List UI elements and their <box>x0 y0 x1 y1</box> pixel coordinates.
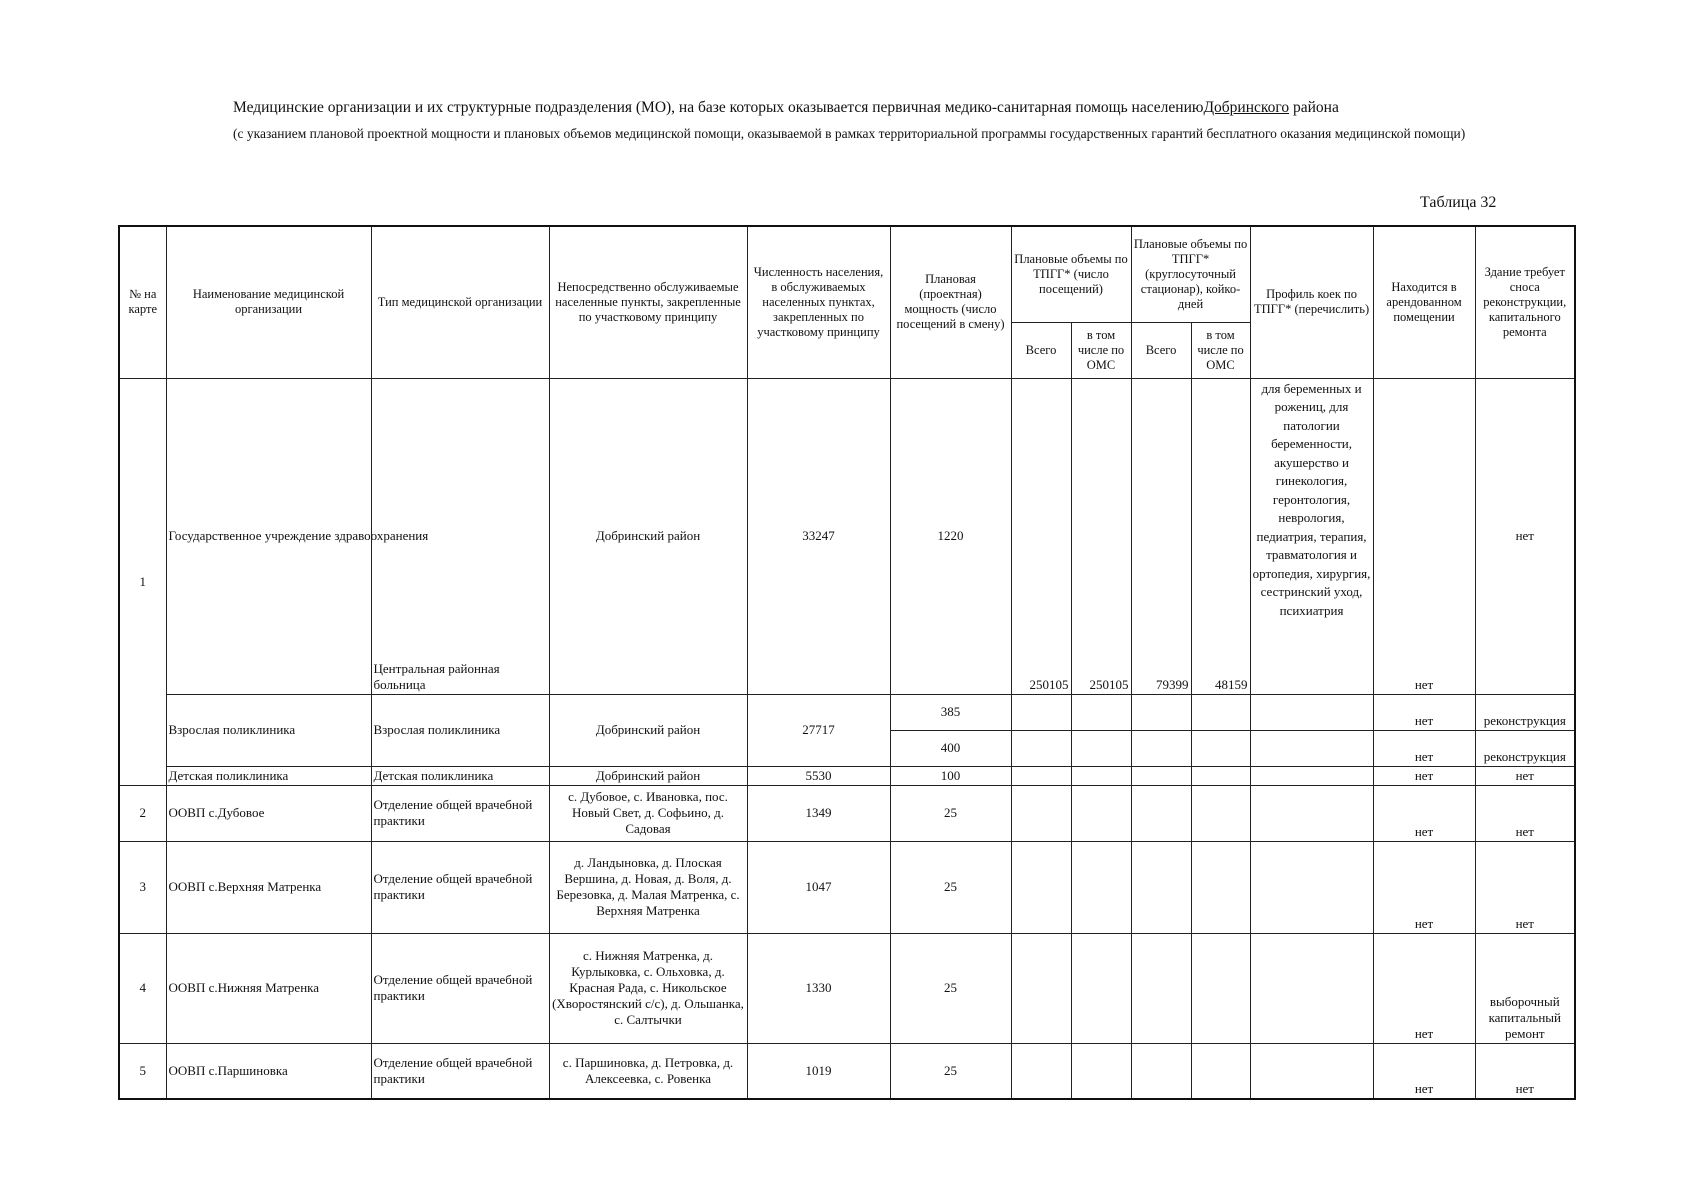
header-profile: Профиль коек по ТПГГ* (перечислить) <box>1250 226 1373 378</box>
header-num: № на карте <box>119 226 166 378</box>
row-beds-oms <box>1191 766 1250 785</box>
header-visits-total: Всего <box>1011 322 1071 378</box>
header-beds-total: Всего <box>1131 322 1191 378</box>
row-beds-oms: 48159 <box>1191 378 1250 694</box>
row-profile <box>1250 1043 1373 1099</box>
row-type: Отделение общей врачебной практики <box>371 785 549 841</box>
header-beds: Плановые объемы по ТПГГ* (круглосуточный стационар), койко-дней <box>1131 226 1250 322</box>
header-row-1 <box>119 226 1575 322</box>
row-profile <box>1250 766 1373 785</box>
title-suffix: района <box>1289 99 1339 116</box>
row-profile <box>1250 730 1373 766</box>
row-visits-total <box>1011 841 1071 933</box>
header-rented: Находится в арендованном помещении <box>1373 226 1475 378</box>
row-beds-oms <box>1191 1043 1250 1099</box>
row-capacity: 25 <box>890 841 1011 933</box>
row-demolition: нет <box>1475 785 1575 841</box>
row-capacity: 25 <box>890 1043 1011 1099</box>
row-demolition: реконструкция <box>1475 730 1575 766</box>
row-visits-oms <box>1071 933 1131 1043</box>
row-visits-oms: 250105 <box>1071 378 1131 694</box>
row-beds-total <box>1131 766 1191 785</box>
row-beds-oms <box>1191 841 1250 933</box>
row-visits-oms <box>1071 841 1131 933</box>
row-num: 4 <box>119 933 166 1043</box>
row-beds-oms <box>1191 933 1250 1043</box>
row-beds-total <box>1131 694 1191 730</box>
table-row <box>119 1043 1575 1099</box>
row-num: 3 <box>119 841 166 933</box>
row-name: Государственное учреждение здравоохранения <box>166 378 371 694</box>
row-population: 27717 <box>747 694 890 766</box>
row-demolition: реконструкция <box>1475 694 1575 730</box>
row-rented: нет <box>1373 766 1475 785</box>
row-demolition: выборочный капитальный ремонт <box>1475 933 1575 1043</box>
row-name: ООВП с.Нижняя Матренка <box>166 933 371 1043</box>
row-num: 2 <box>119 785 166 841</box>
row-name: ООВП с.Паршиновка <box>166 1043 371 1099</box>
row-population: 1019 <box>747 1043 890 1099</box>
row-type: Центральная районная больница <box>371 378 549 694</box>
row-beds-total <box>1131 785 1191 841</box>
row-visits-total <box>1011 730 1071 766</box>
row-type: Взрослая поликлиника <box>371 694 549 766</box>
row-type: Детская поликлиника <box>371 766 549 785</box>
facilities-table <box>118 225 1576 1100</box>
row-rented: нет <box>1373 378 1475 694</box>
row-beds-total: 79399 <box>1131 378 1191 694</box>
row-rented: нет <box>1373 841 1475 933</box>
row-demolition: нет <box>1475 378 1575 694</box>
table-row <box>119 933 1575 1043</box>
header-capacity: Плановая (проектная) мощность (число посещений в смену) <box>890 226 1011 378</box>
row-rented: нет <box>1373 1043 1475 1099</box>
row-name: ООВП с.Дубовое <box>166 785 371 841</box>
header-visits: Плановые объемы по ТПГГ* (число посещений) <box>1011 226 1131 322</box>
row-rented: нет <box>1373 730 1475 766</box>
document-subtitle: (с указанием плановой проектной мощности и плановых объемов медицинской помощи, оказываемой в рамках территориальной программы государственных гарантий бесплатного оказания медицинской помощи) <box>233 126 1466 141</box>
row-population: 1349 <box>747 785 890 841</box>
row-num: 1 <box>119 378 166 785</box>
row-beds-total <box>1131 1043 1191 1099</box>
header-type: Тип медицинской организации <box>371 226 549 378</box>
row-visits-oms <box>1071 694 1131 730</box>
title-district: Добринского <box>1203 99 1290 116</box>
row-visits-total <box>1011 766 1071 785</box>
table-number: Таблица 32 <box>1420 194 1497 211</box>
row-capacity: 400 <box>890 730 1011 766</box>
row-visits-oms <box>1071 785 1131 841</box>
title-prefix: Медицинские организации и их структурные подразделения (МО), на базе которых оказывается первичная медико-санитарная помощь населению <box>233 99 1204 116</box>
row-points: с. Паршиновка, д. Петровка, д. Алексеевка, с. Ровенка <box>549 1043 747 1099</box>
row-rented: нет <box>1373 785 1475 841</box>
row-name: Взрослая поликлиника <box>166 694 371 766</box>
row-profile <box>1250 841 1373 933</box>
row-population: 5530 <box>747 766 890 785</box>
row-type: Отделение общей врачебной практики <box>371 841 549 933</box>
row-demolition: нет <box>1475 766 1575 785</box>
row-name: Детская поликлиника <box>166 766 371 785</box>
row-profile <box>1250 933 1373 1043</box>
row-points: д. Ландыновка, д. Плоская Вершина, д. Новая, д. Воля, д. Березовка, д. Малая Матренка, с. Верхняя Матренка <box>549 841 747 933</box>
row-capacity: 385 <box>890 694 1011 730</box>
row-visits-total: 250105 <box>1011 378 1071 694</box>
row-points: с. Нижняя Матренка, д. Курлыковка, с. Ольховка, д. Красная Рада, с. Никольское (Хворостянский с/с), д. Ольшанка, с. Салтычки <box>549 933 747 1043</box>
row-visits-total <box>1011 1043 1071 1099</box>
row-visits-oms <box>1071 766 1131 785</box>
table-row <box>119 785 1575 841</box>
row-visits-total <box>1011 785 1071 841</box>
row-capacity: 100 <box>890 766 1011 785</box>
row-demolition: нет <box>1475 841 1575 933</box>
row-type: Отделение общей врачебной практики <box>371 1043 549 1099</box>
row-beds-total <box>1131 730 1191 766</box>
row-population: 1047 <box>747 841 890 933</box>
row-num: 5 <box>119 1043 166 1099</box>
row-points: Добринский район <box>549 378 747 694</box>
row-beds-oms <box>1191 694 1250 730</box>
table-row <box>119 378 1575 694</box>
header-beds-oms: в том числе по ОМС <box>1191 322 1250 378</box>
row-beds-oms <box>1191 730 1250 766</box>
row-points: Добринский район <box>549 694 747 766</box>
row-rented: нет <box>1373 933 1475 1043</box>
row-profile <box>1250 785 1373 841</box>
header-points: Непосредственно обслуживаемые населенные пункты, закрепленные по участковому принципу <box>549 226 747 378</box>
row-population: 33247 <box>747 378 890 694</box>
row-points: с. Дубовое, с. Ивановка, пос. Новый Свет, д. Софьино, д. Садовая <box>549 785 747 841</box>
document-title <box>233 98 1483 117</box>
row-capacity: 25 <box>890 933 1011 1043</box>
row-visits-oms <box>1071 1043 1131 1099</box>
row-capacity: 25 <box>890 785 1011 841</box>
row-profile: для беременных и рожениц, для патологии беременности, акушерство и гинекология, геронтология, неврология, педиатрия, терапия, травматология и ортопедия, хирургия, сестринский уход, психиатрия <box>1250 378 1373 694</box>
row-beds-total <box>1131 841 1191 933</box>
row-type: Отделение общей врачебной практики <box>371 933 549 1043</box>
row-points: Добринский район <box>549 766 747 785</box>
header-visits-oms: в том числе по ОМС <box>1071 322 1131 378</box>
row-beds-total <box>1131 933 1191 1043</box>
row-profile <box>1250 694 1373 730</box>
row-demolition: нет <box>1475 1043 1575 1099</box>
row-beds-oms <box>1191 785 1250 841</box>
row-name: ООВП с.Верхняя Матренка <box>166 841 371 933</box>
row-visits-total <box>1011 933 1071 1043</box>
header-name: Наименование медицинской организации <box>166 226 371 378</box>
row-capacity: 1220 <box>890 378 1011 694</box>
row-population: 1330 <box>747 933 890 1043</box>
row-visits-oms <box>1071 730 1131 766</box>
row-rented: нет <box>1373 694 1475 730</box>
table-row <box>119 766 1575 785</box>
header-demolition: Здание требует сноса реконструкции, капитального ремонта <box>1475 226 1575 378</box>
table-row <box>119 841 1575 933</box>
header-population: Численность населения, в обслуживаемых населенных пунктах, закрепленных по участковому принципу <box>747 226 890 378</box>
row-visits-total <box>1011 694 1071 730</box>
table-row <box>119 694 1575 730</box>
